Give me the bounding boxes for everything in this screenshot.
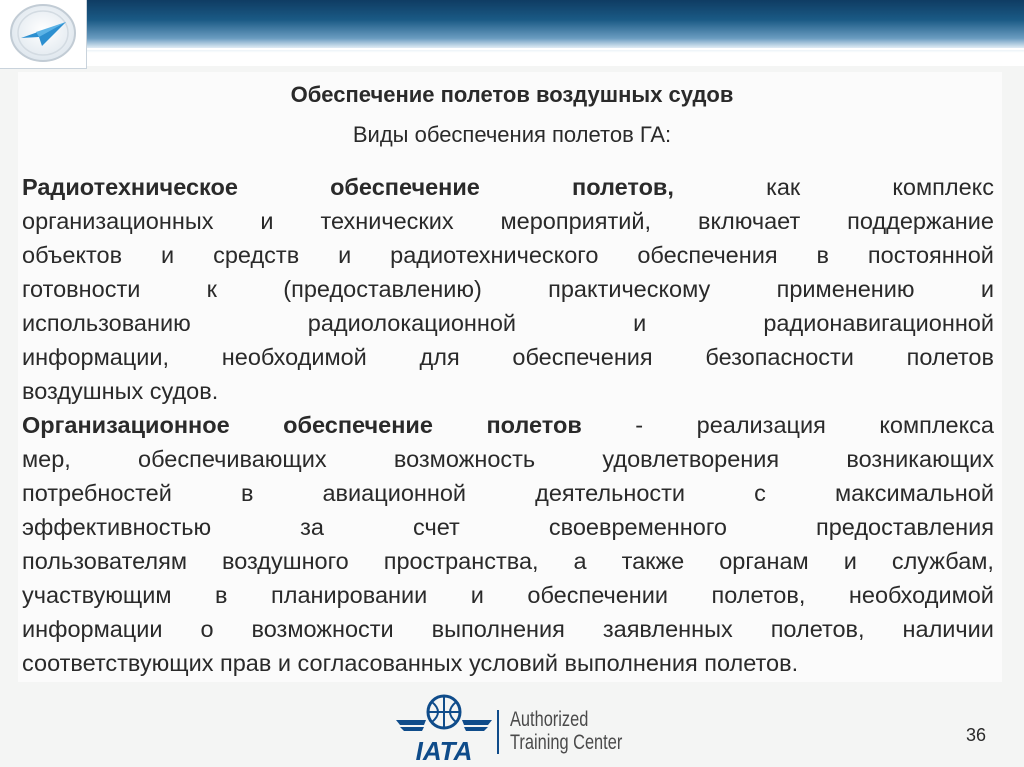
body-word: обеспечение [330,174,480,200]
body-word: и [161,242,175,268]
body-word: с [754,480,766,506]
body-line: соответствующих прав и согласованных условий выполнения полетов. [22,650,799,676]
body-word: использованию [22,310,191,336]
body-word: комплекса [879,412,994,438]
body-word: обеспечения [512,344,653,370]
body-word: а [573,548,587,574]
body-word: возможность [393,446,536,472]
body-word: мероприятий, [500,208,652,234]
body-word: авиационной [322,480,467,506]
body-line [22,544,994,578]
body-word: включает [698,208,801,234]
body-word: деятельности [535,480,686,506]
body-word: и [470,582,484,608]
body-word: воздушного [221,548,349,574]
body-line [22,238,994,272]
body-word: - [635,412,644,438]
body-word: полетов [906,344,994,370]
body-word: возникающих [846,446,994,472]
body-word: своевременного [548,514,727,540]
iata-logo-icon [396,692,496,764]
body-word: комплекс [892,174,994,200]
body-word: технических [320,208,454,234]
body-word: для [419,344,460,370]
body-word: пользователям [22,548,187,574]
body-word: заявленных [602,616,733,642]
body-word: мер, [22,446,71,472]
body-line [22,272,994,306]
body-word: и [980,276,994,302]
body-word: информации [22,616,163,642]
header-stripe [86,48,1024,50]
body-word: практическому [548,276,711,302]
body-word: пространства, [383,548,539,574]
body-word: за [300,514,324,540]
body-word: (предоставлению) [283,276,482,302]
body-word: готовности [22,276,141,302]
body-word: счет [413,514,460,540]
body-word: радиолокационной [307,310,517,336]
body-line [22,578,994,612]
body-word: о [200,616,214,642]
body-word: необходимой [848,582,994,608]
body-word: полетов, [572,174,674,200]
body-word: и [633,310,647,336]
body-word: наличии [902,616,994,642]
body-word: максимальной [834,480,994,506]
body-line [22,442,994,476]
body-line [22,340,994,374]
plane-circle-icon [6,2,80,66]
body-word: реализация [696,412,826,438]
slide-subtitle: Виды обеспечения полетов ГА: [352,122,672,147]
header-bar [0,0,1024,66]
iata-logo-text: IATA [415,736,473,764]
body-word: Организационное [22,412,230,438]
body-word: информации, [22,344,170,370]
atc-line-2: Training Center [510,731,623,754]
body-word: поддержание [847,208,994,234]
body-word: органам [719,548,809,574]
body-word: обеспечивающих [138,446,327,472]
body-word: в [215,582,228,608]
footer-divider [497,710,499,754]
body-word: постоянной [867,242,994,268]
body-word: эффективностью [22,514,212,540]
body-word: объектов [22,242,123,268]
body-word: радионавигационной [763,310,994,336]
body-word: к [206,276,217,302]
body-word: и [843,548,857,574]
body-line [22,612,994,646]
body-word: удовлетворения [602,446,780,472]
body-word: радиотехнического [390,242,599,268]
slide-title: Обеспечение полетов воздушных судов [290,82,734,107]
body-word: также [621,548,685,574]
body-word: необходимой [221,344,367,370]
body-word: безопасности [705,344,854,370]
body-word: и [260,208,274,234]
body-line [22,170,994,204]
body-word: участвующим [22,582,172,608]
body-word: полетов [486,412,582,438]
body-word: обеспечения [637,242,778,268]
body-word: в [816,242,829,268]
slide-logo [0,0,87,69]
body-word: в [240,480,254,506]
body-line: воздушных судов. [22,378,219,404]
body-line [22,408,994,442]
body-word: возможности [251,616,394,642]
body-word: полетов, [770,616,865,642]
body-word: как [766,174,801,200]
page-number: 36 [966,725,987,745]
body-word: службам, [891,548,994,574]
header-stripe [86,55,1024,57]
body-line [22,476,994,510]
body-word: выполнения [431,616,565,642]
atc-line-1: Authorized [510,708,589,731]
body-word: средств [213,242,300,268]
body-line [22,306,994,340]
body-line [22,510,994,544]
body-line [22,204,994,238]
body-word: потребностей [22,480,172,506]
body-word: обеспечении [527,582,669,608]
body-word: применению [776,276,915,302]
body-word: и [338,242,352,268]
body-word: обеспечение [283,412,433,438]
body-word: планировании [271,582,428,608]
body-word: организационных [22,208,214,234]
body-word: предоставления [815,514,994,540]
body-word: Радиотехническое [22,174,238,200]
body-word: полетов, [711,582,806,608]
